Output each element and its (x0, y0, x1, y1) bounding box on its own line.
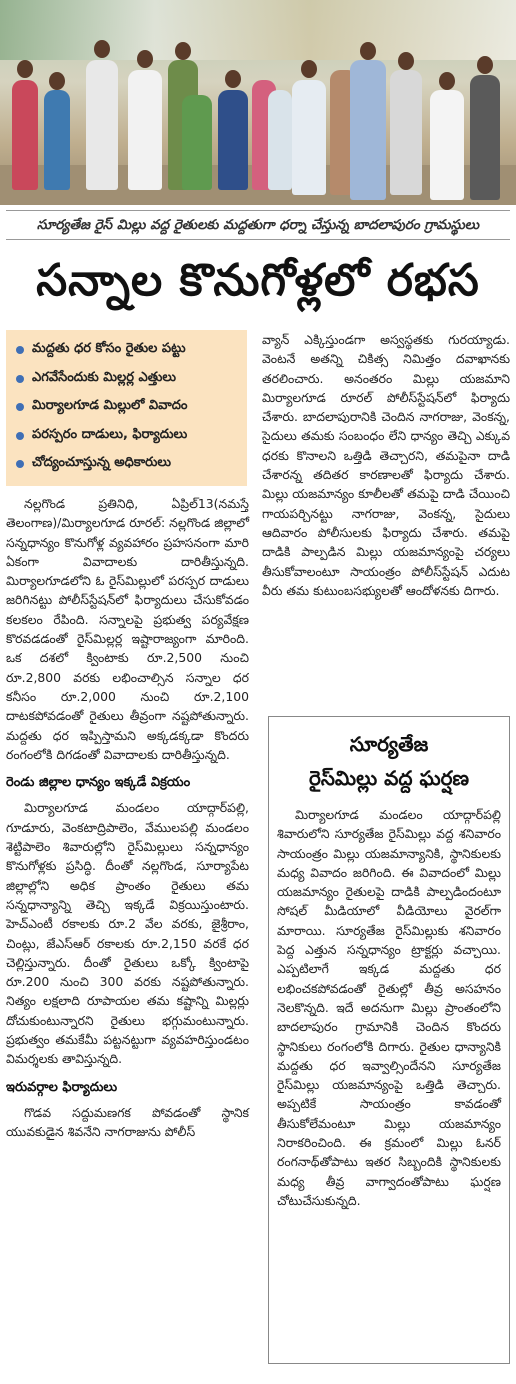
photo-person (12, 80, 38, 190)
highlight-text: ఎగవేసేందుకు మిల్లర్ల ఎత్తులు (32, 369, 177, 385)
sidebar-story-subtitle: రైస్‌మిల్లు వద్ద ఘర్షణ (309, 766, 469, 790)
photo-person (390, 70, 422, 195)
photo-head (477, 56, 493, 74)
article-paragraph: గొడవ సద్దుమణగక పోవడంతో స్థానిక యువకుడైన శివనేని నాగరాజును పోలీస్ (6, 1104, 249, 1140)
photo-head (94, 40, 110, 58)
news-photo (0, 0, 516, 205)
sidebar-story-title: సూర్యతేజ (349, 732, 429, 756)
photo-person (218, 90, 248, 190)
article-paragraph: నల్లగొండ ప్రతినిధి, ఏప్రిల్13(నమస్తే తెలంగాణ)/మిర్యాలగూడ రూరల్: నల్లగొండ జిల్లాలో సన్నధాన్యం కొనుగోళ్ల వ్యవహారం ప్రహసనంగా మారి ఏకంగా వివాదాలకు దారితీస్తున్నది. మిర్యాలగూడలోని ఓ రైస్‌మిల్లులో పరస్పర దాడులు జరిగినట్టు పోలీస్‌స్టేషన్‌లో ఫిర్యాదులు చేసుకోవడం కలకలం రేపింది. సన్నాలపై ప్రభుత్వ పర్యవేక్షణ కొరవడడంతో రైస్‌మిల్లర్ల ఇష్టారాజ్యంగా మారింది. ఒక దశలో క్వింటాకు రూ.2,500 నుంచి రూ.2,800 వరకు లభించాల్సిన సన్నాల ధర కనీసం రూ.2,000 నుంచి రూ.2,100 దాటకపోవడంతో రైతులు తీవ్రంగా నష్టపోతున్నారు. మద్దతు ధర ఇప్పిస్తామని అక్కడక్కడా కొందరు రంగంలోకి దిగడంతో వివాదాలకు దారితీస్తున్నది. (6, 496, 249, 762)
photo-person (292, 80, 326, 195)
highlight-item (12, 336, 241, 365)
photo-head (49, 72, 65, 90)
photo-head (17, 60, 33, 78)
photo-person (350, 60, 386, 200)
article-subheading: రెండు జిల్లాల ధాన్యం ఇక్కడే విక్రయం (6, 775, 191, 791)
photo-person (86, 60, 118, 190)
highlight-item (12, 422, 241, 451)
article-paragraph: వ్యాన్ ఎక్కిస్తుండగా అస్వస్థతకు గురయ్యాడు. వెంటనే అతన్ని చికిత్స నిమిత్తం దవాఖానకు తరలించారు. అనంతరం మిల్లు యజమాని మిర్యాలగూడ రూరల్ పోలీస్‌స్టేషన్‌లో ఫిర్యాదు చేశారు. బాదలాపురానికి చెందిన నాగరాజు, వెంకన్న, సైదులు తమకు సంబంధం లేని ధాన్యం తెచ్చి ఎక్కువ ధరకు కొనాలని ఒత్తిడి తెచ్చారని, తమపైనా దాడి చేశారన్న తదితర కారణాలతో ఫిర్యాదు చేశారు. మిల్లు యజమాన్యం కూలీలతో తమపై దాడి చేయించి గాయపర్చినట్టు నాగరాజు, వెంకన్న, సైదులు ఆదివారం పోలీసులకు ఫిర్యాదు చేశారు. తమపై దాడికి పాల్పడిన మిల్లు యజమాన్యంపై చర్యలు తీసుకోవాలంటూ సాయంత్రం పోలీస్‌స్టేషన్ ఎదుట వీరు తమ కుటుంబసభ్యులతో ఆందోళనకు దిగారు. (262, 332, 510, 598)
photo-head (398, 52, 414, 70)
bullet-dot-icon (16, 375, 24, 383)
highlight-text: మిర్యాలగూడ మిల్లులో వివాదం (32, 398, 188, 414)
article-right-column (262, 330, 510, 600)
highlight-text: చోద్యంచూస్తున్న అధికారులు (32, 455, 172, 471)
photo-head (225, 70, 241, 88)
sidebar-story-box (268, 716, 510, 1364)
photo-person (44, 90, 70, 190)
photo-person (430, 90, 464, 200)
highlights-box (6, 330, 247, 486)
highlight-item (12, 450, 241, 479)
bullet-dot-icon (16, 403, 24, 411)
bullet-dot-icon (16, 432, 24, 440)
photo-head (137, 50, 153, 68)
highlight-text: మద్దతు ధర కోసం రైతుల పట్టు (32, 341, 186, 357)
sidebar-story-body: మిర్యాలగూడ మండలం యాద్గార్‌పల్లి శివారులోని సూర్యతేజ రైస్‌మిల్లు వద్ద శనివారం సాయంత్రం మిల్లు యజమాన్యానికి, స్థానికులకు మధ్య వివాదం జరిగింది. ఈ వివాదంలో మిల్లు యజమాన్యం రైతులపై దాడికి పాల్పడిందంటూ సోషల్ మీడియాలో వీడియోలు వైరల్‌గా మారాయి. సూర్యతేజ రైస్‌మిల్లుకు శనివారం పెద్ద ఎత్తున సన్నధాన్యం ట్రాక్టర్లు వచ్చాయి. ఎప్పటిలాగే ఇక్కడ మద్దతు ధర లభించకపోవడంతో రైతుల్లో తీవ్ర అసహనం నెలకొన్నది. ఇదే అదనుగా మిల్లు ప్రాంతంలోని బాదలాపురం గ్రామానికి చెందిన కొందరు స్థానికులు రంగంలోకి దిగారు. రైతుల ధాన్యానికి మద్దతు ధర ఇవ్వాల్సిందేనని సూర్యతేజ రైస్‌మిల్లు యజమాన్యంపై ఒత్తిడి తెచ్చారు. అప్పటికే సాయంత్రం కావడంతో తీసుకోలేమంటూ మిల్లు యజమాన్యం నిరాకరించింది. ఈ క్రమంలో మిల్లు ఓనర్ రంగనాథ్‌తోపాటు ఇతర సిబ్బందికి స్థానికులకు మధ్య తీవ్ర వాగ్వాదంతోపాటు ఘర్షణ చోటుచేసుకున్నది. (277, 807, 501, 1208)
highlight-item (12, 393, 241, 422)
photo-person (268, 90, 292, 190)
article-left-column (6, 494, 249, 1142)
photo-person (182, 95, 212, 190)
headline: సన్నాల కొనుగోళ్లలో రభస (36, 255, 480, 306)
photo-person (128, 70, 162, 190)
photo-person (470, 75, 500, 200)
photo-background (0, 0, 516, 60)
photo-head (175, 42, 191, 60)
highlight-text: పరస్పరం దాడులు, ఫిర్యాదులు (32, 426, 188, 442)
article-paragraph: మిర్యాలగూడ మండలం యాద్గార్‌పల్లి, గూడూరు, వెంకటాద్రిపాలెం, వేములపల్లి మండలం శెట్టిపాలెం శివారుల్లోని రైస్‌మిల్లులు సన్నధాన్యం కొనుగోళ్లకు ప్రసిద్ధి. దీంతో నల్లగొండ, సూర్యాపేట జిల్లాల్లోని అధిక ప్రాంతం రైతులు తమ సన్నధాన్యాన్ని తెచ్చి ఇక్కడే విక్రయిస్తుంటారు. హెచ్‌ఎంటీ రకాలకు రూ.2 వేల వరకు, జైశ్రీరాం, చింట్లు, జేఎస్‌ఆర్ రకాలకు రూ.2,150 వరకే ధర చెల్లిస్తున్నారు. దీంతో రైతులు ఒక్కో క్వింటాపై రూ.200 నుంచి 300 వరకు నష్టపోతున్నారు. నిత్యం లక్షలాది రూపాయల తమ కష్టాన్ని మిల్లర్లు దోచుకుంటున్నారని రైతులు భగ్గుమంటున్నారు. ప్రభుత్వం తమకేమీ పట్టనట్టుగా వ్యవహరిస్తుండటం విమర్శలకు తావిస్తున్నది. (6, 800, 249, 1067)
bullet-dot-icon (16, 346, 24, 354)
photo-caption: సూర్యతేజ రైస్ మిల్లు వద్ద రైతులకు మద్దతుగా ధర్నా చేస్తున్న బాదలాపురం గ్రామస్థులు (6, 210, 510, 240)
photo-head (301, 60, 317, 78)
bullet-dot-icon (16, 460, 24, 468)
photo-head (360, 42, 376, 60)
highlight-item (12, 365, 241, 394)
article-subheading: ఇరువర్గాల ఫిర్యాదులు (6, 1079, 118, 1095)
photo-head (439, 72, 455, 90)
